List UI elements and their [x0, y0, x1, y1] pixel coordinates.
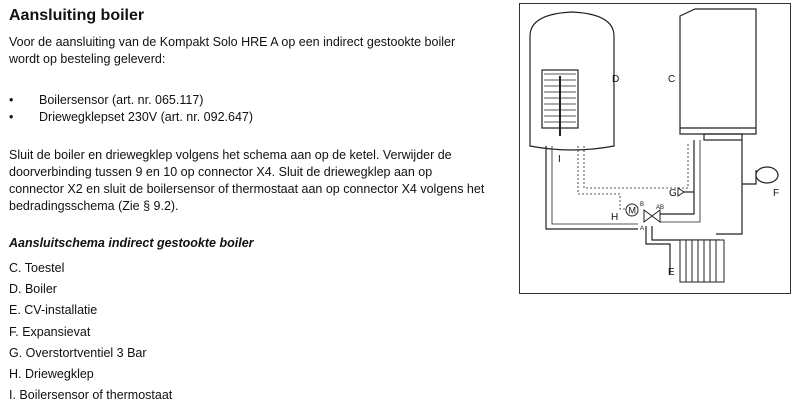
boiler-label: D	[612, 74, 620, 85]
legend-item: F. Expansievat	[9, 324, 91, 339]
port-b-label: B	[640, 202, 645, 208]
legend-item: H. Driewegklep	[9, 367, 94, 382]
legend-item: G. Overstortventiel 3 Bar	[9, 345, 147, 360]
port-a-label: A	[640, 226, 645, 232]
legend-item: D. Boiler	[9, 282, 57, 297]
relief-valve-icon	[678, 188, 684, 196]
appliance-body	[680, 9, 756, 134]
three-way-valve-label: H	[611, 212, 619, 223]
page-title: Aansluiting boiler	[9, 7, 145, 24]
expansion-vessel-label: F	[773, 188, 780, 199]
legend-list	[9, 258, 172, 406]
legend-item: E. CV-installatie	[9, 303, 98, 318]
diagram-svg	[520, 4, 790, 293]
port-ab-label: AB	[656, 205, 665, 211]
legend-item: I. Boilersensor of thermostaat	[9, 388, 173, 403]
legend-item: C. Toestel	[9, 261, 65, 275]
heating-installation-label: E	[668, 267, 675, 278]
instructions-text: Sluit de boiler en driewegklep volgens het schema aan op de ketel. Verwijder de doorverbinding tussen 9 en 10 op connector X4. Sluit de driewegklep aan op connector X2 en sluit de boilersensor of thermostaat aan op connector X4 volgens het bedradingsschema (Zie § 9.2).	[9, 148, 485, 213]
valve-motor-label: M	[628, 205, 636, 216]
intro-text: Voor de aansluiting van de Kompakt Solo HRE A op een indirect gestookte boiler wordt op besteling geleverd:	[9, 35, 456, 66]
radiator	[680, 240, 724, 282]
bullet-item: • Driewegklepset 230V (art. nr. 092.647)	[9, 109, 253, 126]
schema-title: Aansluitschema indirect gestookte boiler	[9, 236, 254, 250]
bullet-list	[9, 92, 253, 126]
connection-diagram	[519, 3, 791, 294]
bullet-item: • Boilersensor (art. nr. 065.117)	[9, 92, 253, 109]
sensor-label: I	[558, 154, 561, 165]
expansion-vessel	[756, 167, 778, 183]
relief-valve-label: G	[669, 188, 677, 199]
appliance-label: C	[668, 74, 676, 85]
